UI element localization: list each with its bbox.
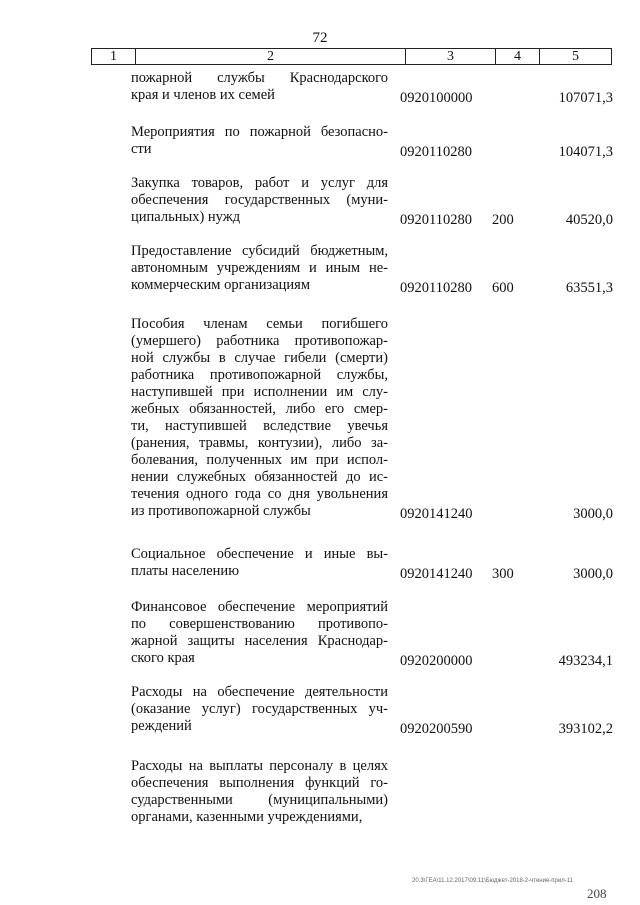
- row-amount: 493234,1: [558, 653, 613, 669]
- row-description: [131, 124, 388, 158]
- row-amount: 3000,0: [573, 566, 613, 582]
- description-line: платы населению: [131, 563, 240, 579]
- description-line: ной службы в случае гибели (смерти): [131, 350, 388, 366]
- column-header-row: [92, 49, 612, 65]
- description-line: (умершего) работника противопожар-: [131, 333, 388, 349]
- row-description: [131, 599, 388, 667]
- description-line: Предоставление субсидий бюджетным,: [131, 243, 388, 259]
- column-header-2: 2: [136, 49, 406, 65]
- row-description: [131, 684, 388, 735]
- description-line: ципальных) нужд: [131, 209, 241, 225]
- description-line: болевания, полученных им при испол-: [131, 452, 388, 468]
- description-line: жебных обязанностей, либо его смер-: [131, 401, 388, 417]
- row-description: [131, 316, 388, 520]
- column-header-4: 4: [496, 49, 540, 65]
- row-description: [131, 546, 388, 580]
- footer-page-number: 208: [587, 886, 607, 901]
- page-number: 72: [312, 30, 328, 46]
- description-line: коммерческим организациям: [131, 277, 311, 293]
- description-line: обеспечения выполнения функций го-: [131, 775, 388, 791]
- row-description: [131, 175, 388, 226]
- description-line: по совершенствованию противопо-: [131, 616, 388, 632]
- description-line: жарной защиты населения Краснодар-: [131, 633, 388, 649]
- column-header-1: 1: [92, 49, 136, 65]
- description-line: Расходы на обеспечение деятельности: [131, 684, 388, 700]
- description-line: Расходы на выплаты персоналу в целях: [131, 758, 388, 774]
- description-line: Финансовое обеспечение мероприятий: [131, 599, 388, 615]
- description-line: сти: [131, 141, 152, 157]
- row-code: 0920110280: [400, 280, 472, 296]
- description-line: из противопожарной службы: [131, 503, 311, 519]
- row-amount: 63551,3: [565, 280, 613, 296]
- column-header-3: 3: [406, 49, 496, 65]
- row-description: [131, 70, 388, 104]
- description-line: автономным учреждениям и иным не-: [131, 260, 388, 276]
- row-code: 0920200590: [400, 721, 473, 737]
- row-amount: 40520,0: [565, 212, 613, 228]
- row-code: 0920100000: [400, 90, 473, 106]
- description-line: пожарной службы Краснодарского: [131, 70, 388, 86]
- description-line: (оказание услуг) государственных уч-: [131, 701, 388, 717]
- description-line: работника противопожарной службы,: [131, 367, 388, 383]
- description-line: нении служебных обязанностей до ис-: [131, 469, 388, 485]
- row-expense-type: 600: [492, 280, 514, 296]
- row-description: [131, 243, 388, 294]
- description-line: обеспечения государственных (муни-: [131, 192, 388, 208]
- description-line: течения одного года со дня увольнения: [131, 486, 388, 502]
- description-line: Пособия членам семьи погибшего: [131, 316, 388, 332]
- row-code: 0920110280: [400, 144, 472, 160]
- row-expense-type: 200: [492, 212, 514, 228]
- column-header-table: [91, 48, 612, 65]
- description-line: Социальное обеспечение и иные вы-: [131, 546, 388, 562]
- row-amount: 107071,3: [558, 90, 613, 106]
- description-line: ского края: [131, 650, 195, 666]
- row-code: 0920141240: [400, 566, 473, 582]
- description-line: (ранения, травмы, контузии), либо за-: [131, 435, 388, 451]
- row-amount: 104071,3: [558, 144, 613, 160]
- description-line: Мероприятия по пожарной безопасно-: [131, 124, 388, 140]
- description-line: Закупка товаров, работ и услуг для: [131, 175, 388, 191]
- footer-file-path: 20.3\ГЕА\11.12.2017\09:11\Бюджет-2018-2-чтение-прил-11: [412, 878, 573, 884]
- row-code: 0920141240: [400, 506, 473, 522]
- description-line: наступившей при исполнении им слу-: [131, 384, 388, 400]
- description-line: органами, казенными учреждениями,: [131, 809, 363, 825]
- row-code: 0920110280: [400, 212, 472, 228]
- row-amount: 3000,0: [573, 506, 613, 522]
- row-code: 0920200000: [400, 653, 473, 669]
- description-line: края и членов их семей: [131, 87, 275, 103]
- column-header-5: 5: [540, 49, 612, 65]
- row-description: [131, 758, 388, 826]
- description-line: ти, наступившей вследствие увечья: [131, 418, 388, 434]
- description-line: реждений: [131, 718, 192, 734]
- row-expense-type: 300: [492, 566, 514, 582]
- description-line: сударственными (муниципальными): [131, 792, 388, 808]
- row-amount: 393102,2: [558, 721, 613, 737]
